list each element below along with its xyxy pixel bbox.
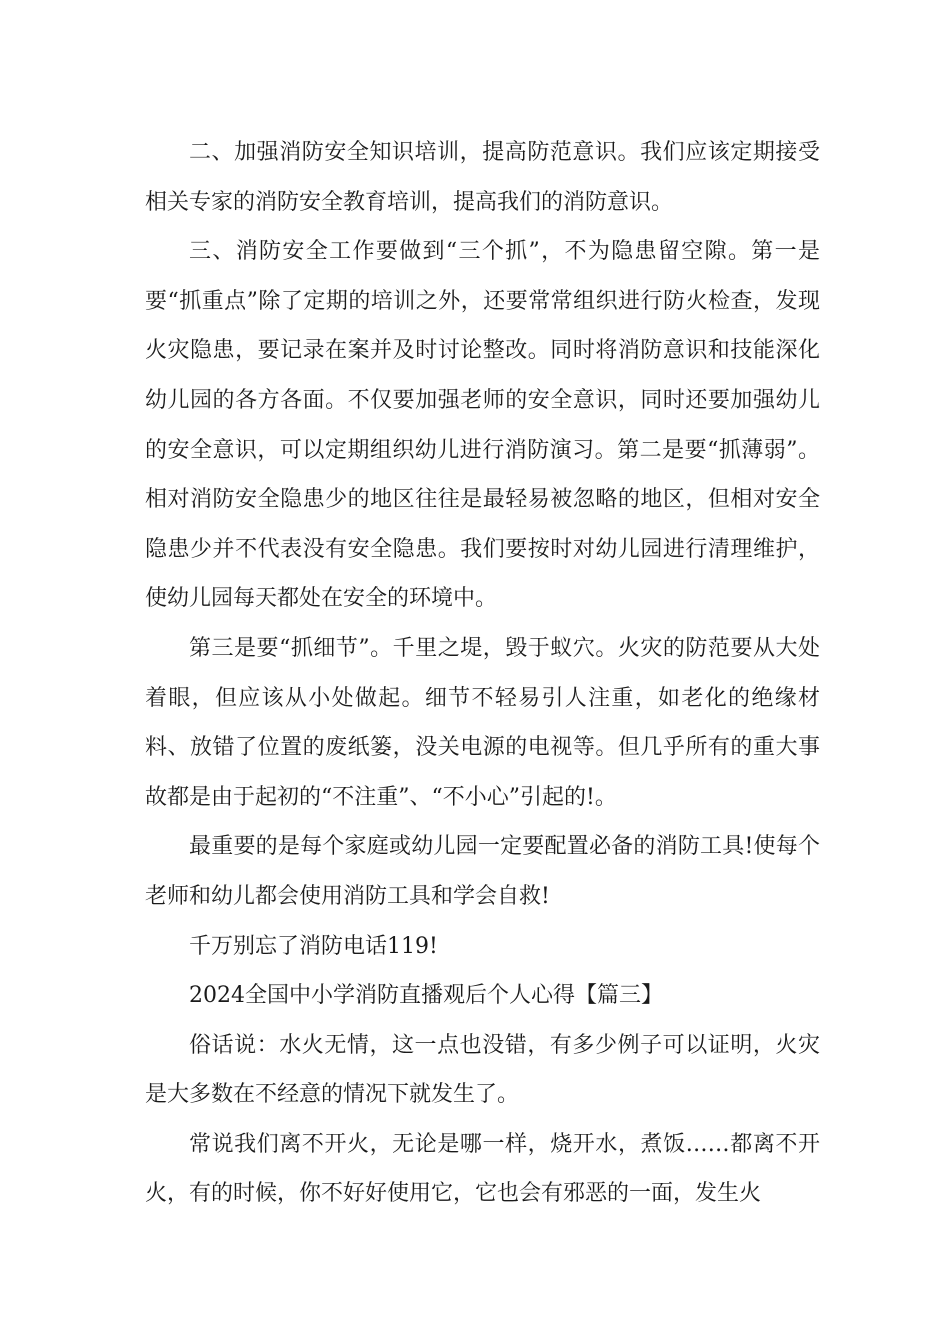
paragraph-fire-phone: 千万别忘了消防电话119! — [189, 933, 438, 959]
document-body — [145, 128, 820, 1219]
paragraph-training: 二、加强消防安全知识培训，提高防范意识。我们应该定期接受相关专家的消防安全教育培训，提高我们的消防意识。 — [145, 140, 820, 215]
paragraph-details: 第三是要“抓细节”。千里之堤，毁于蚁穴。火灾的防范要从大处着眼，但应该从小处做起。细节不轻易引人注重，如老化的绝缘材料、放错了位置的废纸篓，没关电源的电视等。但几乎所有的重大事故都是由于起初的“不注重”、“不小心”引起的!。 — [145, 635, 820, 810]
paragraph-fire-tools: 最重要的是每个家庭或幼儿园一定要配置必备的消防工具!使每个老师和幼儿都会使用消防工具和学会自救! — [145, 834, 820, 909]
paragraph-fire-use: 常说我们离不开火，无论是哪一样，烧开水，煮饭……都离不开火，有的时候，你不好好使用它，它也会有邪恶的一面，发生火 — [145, 1131, 820, 1207]
paragraph-three-grasps: 三、消防安全工作要做到“三个抓”，不为隐患留空隙。第一是要“抓重点”除了定期的培训之外，还要常常组织进行防火检查，发现火灾隐患，要记录在案并及时讨论整改。同时将消防意识和技能深化幼儿园的各方各面。不仅要加强老师的安全意识，同时还要加强幼儿的安全意识，可以定期组织幼儿进行消防演习。第二是要“抓薄弱”。相对消防安全隐患少的地区往往是最轻易被忽略的地区，但相对安全隐患少并不代表没有安全隐患。我们要按时对幼儿园进行清理维护，使幼儿园每天都处在安全的环境中。 — [145, 239, 820, 612]
paragraph-proverb: 俗话说：水火无情，这一点也没错，有多少例子可以证明，火灾是大多数在不经意的情况下就发生了。 — [145, 1032, 820, 1108]
section-heading: 2024全国中小学消防直播观后个人心得【篇三】 — [189, 983, 663, 1009]
